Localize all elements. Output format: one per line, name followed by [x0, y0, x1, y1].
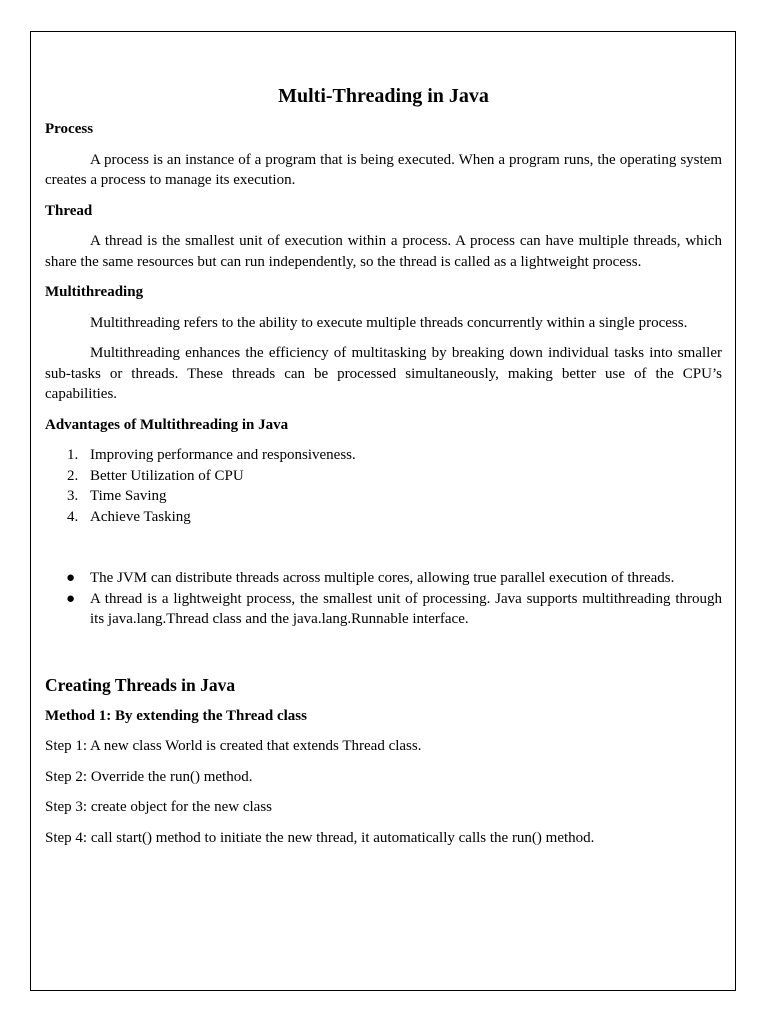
process-paragraph: A process is an instance of a program that is being executed. When a program runs, the operating system creates a process to manage its execution.	[45, 151, 722, 188]
bullet-icon: ●	[66, 570, 76, 586]
step-4: Step 4: call start() method to initiate the new thread, it automatically calls the run() method.	[45, 829, 595, 846]
list-item	[45, 445, 722, 466]
multithreading-paragraph-1: Multithreading refers to the ability to execute multiple threads concurrently within a single process.	[90, 314, 688, 331]
step-1: Step 1: A new class World is created that extends Thread class.	[45, 738, 422, 754]
list-number: 2.	[67, 467, 79, 484]
bullet-text: A thread is a lightweight process, the smallest unit of processing. Java supports multithreading through its java.lang.Thread class and the java.lang.Runnable interface.	[90, 590, 722, 627]
list-item-text: Improving performance and responsiveness.	[90, 447, 356, 463]
list-item-text: Time Saving	[90, 488, 167, 504]
method-heading: Method 1: By extending the Thread class	[45, 707, 307, 724]
process-heading: Process	[45, 121, 94, 137]
list-number: 4.	[67, 508, 79, 525]
step-3: Step 3: create object for the new class	[45, 799, 272, 815]
thread-paragraph: A thread is the smallest unit of execution within a process. A process can have multiple threads, which share the same resources but can run independently, so the thread is called as a lightweight process.	[45, 233, 722, 270]
list-item	[45, 568, 722, 589]
thread-heading: Thread	[45, 202, 93, 219]
list-item-text: Achieve Tasking	[90, 508, 191, 525]
spacer	[45, 527, 722, 568]
bullet-icon: ●	[66, 590, 76, 607]
spacer	[45, 630, 722, 673]
list-number: 3.	[67, 488, 79, 504]
advantages-list	[45, 445, 722, 527]
document-title: Multi-Threading in Java	[278, 85, 489, 107]
bullet-list	[45, 568, 722, 630]
multithreading-paragraph-2: Multithreading enhances the efficiency of multitasking by breaking down individual tasks into smaller sub-tasks or threads. These threads can be processed simultaneously, making better use of the CPU’s capabilities.	[45, 345, 722, 402]
list-number: 1.	[67, 447, 79, 463]
list-item	[45, 466, 722, 487]
bullet-text: The JVM can distribute threads across multiple cores, allowing true parallel execution of threads.	[90, 570, 675, 586]
multithreading-heading: Multithreading	[45, 284, 144, 300]
document-body	[45, 82, 722, 858]
list-item-text: Better Utilization of CPU	[90, 467, 244, 484]
list-item	[45, 507, 722, 528]
list-item	[45, 486, 722, 507]
step-2: Step 2: Override the run() method.	[45, 768, 253, 785]
list-item	[45, 589, 722, 630]
advantages-heading: Advantages of Multithreading in Java	[45, 416, 289, 433]
creating-threads-heading: Creating Threads in Java	[45, 674, 236, 695]
